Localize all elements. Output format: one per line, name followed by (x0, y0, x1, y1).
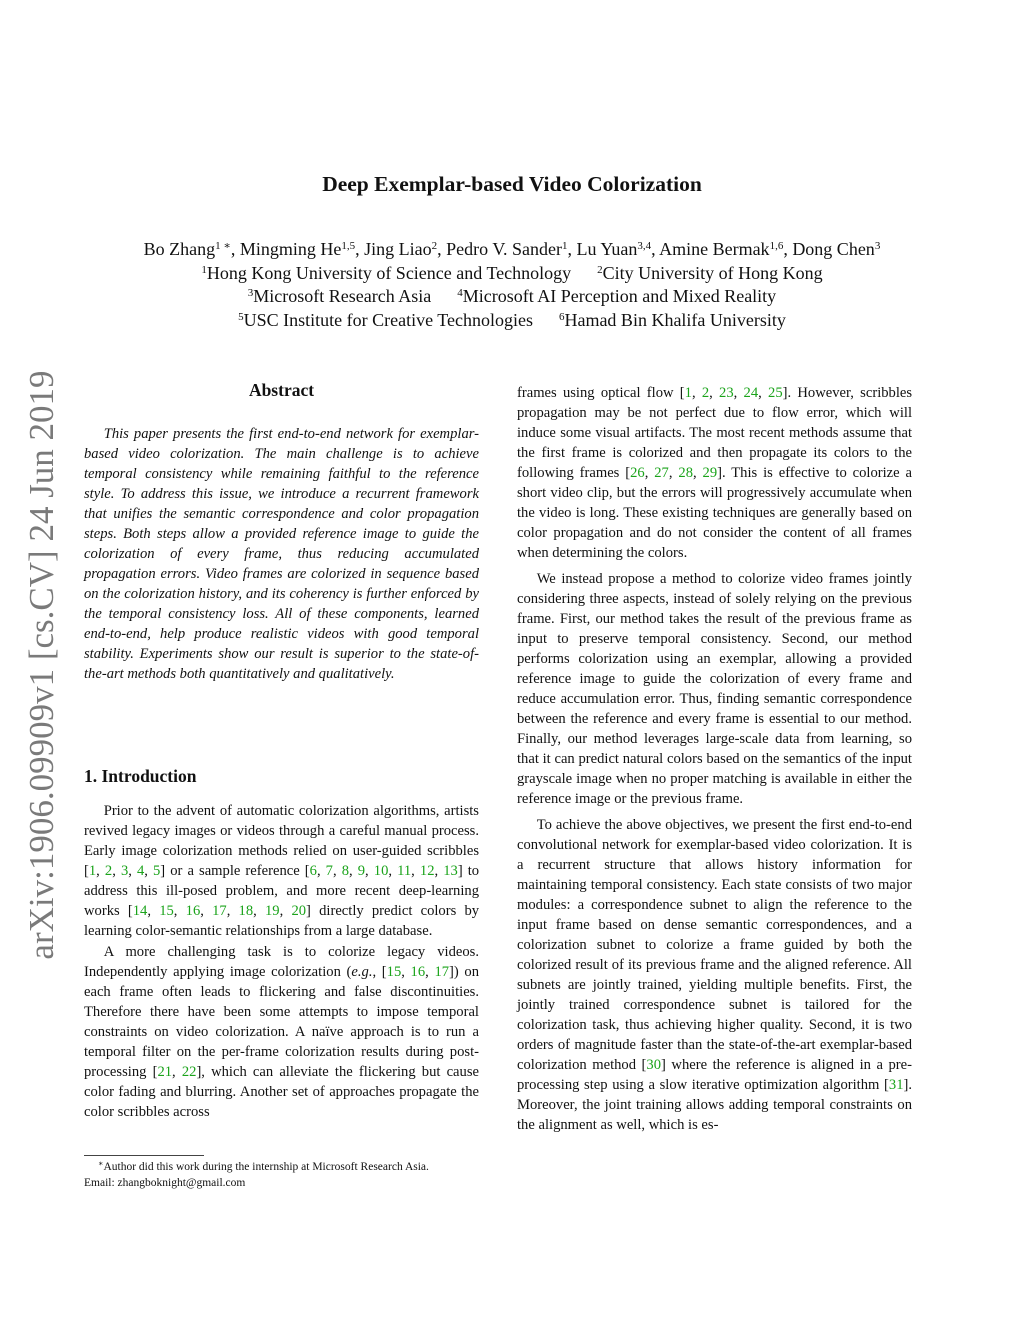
author-affiliation-mark: 3 (874, 240, 881, 252)
citation-link[interactable]: 30 (646, 1057, 662, 1073)
paragraph: A more challenging task is to colorize legacy videos. Independently applying image colorization (e.g., [15, 16, 17]) on each frame often leads to flickering and false discontinuities. Therefore there have been some attempts to impose temporal constraints on video colorization. A naïve approach is to run a temporal filter on the per-frame colorization results during post-processing [21, 22], which can alleviate the flickering but cause color fading and blurring. Another set of approaches propagate the color scribbles across (84, 944, 480, 1120)
author-affiliation-mark: 1,5 (341, 240, 356, 252)
affiliation-mark: 1 (201, 263, 207, 276)
citation-link[interactable]: 10 (373, 863, 389, 879)
affiliation-mark: 5 (238, 310, 244, 323)
citation-link[interactable]: 18 (238, 903, 254, 919)
footnote-divider (84, 1155, 204, 1156)
citation-link[interactable]: 3 (120, 863, 129, 879)
citation-link[interactable]: 16 (410, 964, 426, 980)
citation-link[interactable]: 15 (159, 903, 174, 919)
affiliation-mark: 3 (247, 287, 254, 299)
citation-link[interactable]: 17 (434, 964, 450, 980)
italic-text: e.g. (351, 964, 373, 980)
arxiv-stamp: arXiv:1906.09909v1 [cs.CV] 24 Jun 2019 (22, 370, 61, 960)
citation-link[interactable]: 29 (702, 465, 718, 481)
author-block (40, 238, 984, 332)
citation-link[interactable]: 22 (181, 1064, 197, 1080)
citation-link[interactable]: 6 (309, 863, 317, 879)
affiliation-name: Hamad Bin Khalifa University (564, 309, 786, 330)
author-affiliation-mark: 2 (431, 240, 438, 252)
author-name: , Jing Liao (355, 239, 432, 259)
footnote (84, 1159, 479, 1191)
author-affiliation-mark: 3,4 (637, 240, 652, 252)
footnote-email: Email: zhangboknight@gmail.com (84, 1177, 246, 1189)
citation-link[interactable]: 28 (678, 465, 693, 481)
citation-link[interactable]: 15 (386, 964, 402, 980)
paper-title: Deep Exemplar-based Video Colorization (322, 172, 702, 196)
citation-link[interactable]: 25 (768, 385, 783, 401)
author-name: , Lu Yuan (567, 239, 638, 259)
affiliation-line (40, 285, 984, 309)
affiliation-name: USC Institute for Creative Technologies (243, 309, 533, 330)
affiliation-name: City University of Hong Kong (602, 262, 823, 283)
author-name: , Mingming He (230, 239, 342, 259)
author-affiliation-mark: 1 (562, 240, 568, 252)
citation-link[interactable]: 1 (684, 385, 692, 401)
footnote-line (84, 1159, 479, 1175)
citation-link[interactable]: 26 (630, 465, 645, 481)
citation-link[interactable]: 1 (88, 863, 97, 879)
citation-link[interactable]: 7 (325, 863, 333, 879)
citation-link[interactable]: 4 (136, 863, 145, 879)
section-heading-introduction: 1. Introduction (84, 766, 197, 786)
abstract-text: This paper presents the first end-to-end network for exemplar-based video colorization. The main challenge is to achieve temporal consistency while remaining faithful to the reference style. To address this issue, we introduce a recurrent framework that unifies the semantic correspondence and color propagation steps. Both steps allow a provided reference image to guide the colorization of every frame, thus reducing accumulated propagation errors. Video frames are colorized in sequence based on the colorization history, and its coherency is further enforced by the temporal consistency loss. All of these components, learned end-to-end, help produce realistic videos with good temporal stability. Experiments show our result is superior to the state-of-the-art methods both quantitatively and qualitatively. (84, 426, 479, 682)
citation-link[interactable]: 31 (888, 1077, 904, 1093)
author-name: , Dong Chen (783, 239, 875, 259)
footnote-mark: ∗ (98, 1159, 104, 1168)
paragraph: frames using optical flow [1, 2, 23, 24, 25]. However, scribbles propagation may be not perfect due to flow error, which will induce some visual artifacts. The most recent methods assume that the first frame is colorized and then propagate its colors to the following frames [26, 27, 28, 29]. This is effective to colorize a short video clip, but the errors will progressively accumulate when the video is long. These existing techniques are generally based on color propagation and do not consider the content of all frames when determining the colors. (517, 385, 913, 561)
affiliation-mark: 6 (558, 310, 565, 323)
citation-link[interactable]: 20 (291, 903, 307, 919)
affiliation-line (40, 309, 984, 333)
paragraph: To achieve the above objectives, we present the first end-to-end convolutional network for exemplar-based video colorization. It is a recurrent structure that allows history information for maintaining temporal consistency. Each state consists of two major modules: a correspondence subnet to align the reference to the input frame based on dense semantic correspondences, and a colorization subnet to colorize a frame guided by both the colorized result of its previous frame and the aligned reference. All subnets are jointly trained, yielding multiple benefits. First, the jointly trained correspondence subnet is tailored for the colorization task, thus achieving higher quality. Second, it is two orders of magnitude faster than the state-of-the-art exemplar-based colorization method [30] where the reference is aligned in a pre-processing step using a slow iterative optimization algorithm [31]. Moreover, the joint training allows adding temporal constraints on the alignment as well, which is es- (517, 817, 912, 1133)
introduction-body (84, 801, 479, 1122)
affiliation-name: Microsoft Research Asia (253, 286, 432, 306)
footnote-text: Author did this work during the internship at Microsoft Research Asia. (103, 1161, 429, 1173)
citation-link[interactable]: 17 (212, 903, 227, 919)
affiliation-mark: 2 (597, 263, 603, 276)
paragraph: Prior to the advent of automatic colorization algorithms, artists revived legacy images or videos through a careful manual process. Early image colorization methods relied on user-guided scribbles [1, 2, 3, 4, 5] or a sample reference [6, 7, 8, 9, 10, 11, 12, 13] to address this ill-posed problem, and more recent deep-learning works [14, 15, 16, 17, 18, 19, 20] directly predict colors by learning color-semantic relationships from a large database. (84, 803, 480, 939)
citation-link[interactable]: 11 (397, 863, 412, 879)
affiliation-name: Hong Kong University of Science and Technology (206, 262, 572, 283)
author-list (40, 238, 984, 262)
citation-link[interactable]: 8 (341, 863, 349, 879)
affiliation-line (40, 262, 984, 286)
citation-link[interactable]: 9 (357, 863, 366, 879)
citation-link[interactable]: 23 (719, 385, 734, 401)
paragraph: We instead propose a method to colorize video frames jointly considering three aspects, instead of solely relying on the previous frame. First, our method takes the result of the previous frame as input to preserve temporal consistency. Second, our method performs colorization using an exemplar, allowing a provided reference image to guide the colorization of every frame and reduce accumulation error. Thus, finding semantic correspondence between the reference and every frame is essential to our method. Finally, our method leverages large-scale data from learning, so that it can predict natural colors based on the semantics of the input grayscale image when no proper matching is available in either the reference image or the previous frame. (517, 571, 912, 807)
citation-link[interactable]: 16 (185, 903, 201, 919)
author-name: , Amine Bermak (651, 239, 770, 259)
author-affiliation-mark: 1,6 (769, 240, 784, 252)
author-affiliation-mark: 1 ∗ (215, 240, 231, 252)
citation-link[interactable]: 24 (743, 385, 759, 401)
citation-link[interactable]: 2 (104, 863, 113, 879)
author-name: Bo Zhang (143, 239, 216, 259)
affiliation-name: Microsoft AI Perception and Mixed Reality (462, 286, 777, 306)
abstract-heading: Abstract (248, 380, 315, 400)
citation-link[interactable]: 5 (153, 863, 161, 879)
citation-link[interactable]: 13 (443, 863, 458, 879)
author-name: , Pedro V. Sander (437, 239, 562, 259)
citation-link[interactable]: 14 (132, 903, 148, 919)
affiliation-mark: 4 (457, 287, 463, 299)
citation-link[interactable]: 12 (419, 863, 435, 879)
citation-link[interactable]: 2 (701, 385, 710, 401)
right-column-body (517, 383, 912, 1135)
citation-link[interactable]: 21 (157, 1064, 173, 1080)
citation-link[interactable]: 19 (265, 903, 280, 919)
citation-link[interactable]: 27 (654, 465, 669, 481)
